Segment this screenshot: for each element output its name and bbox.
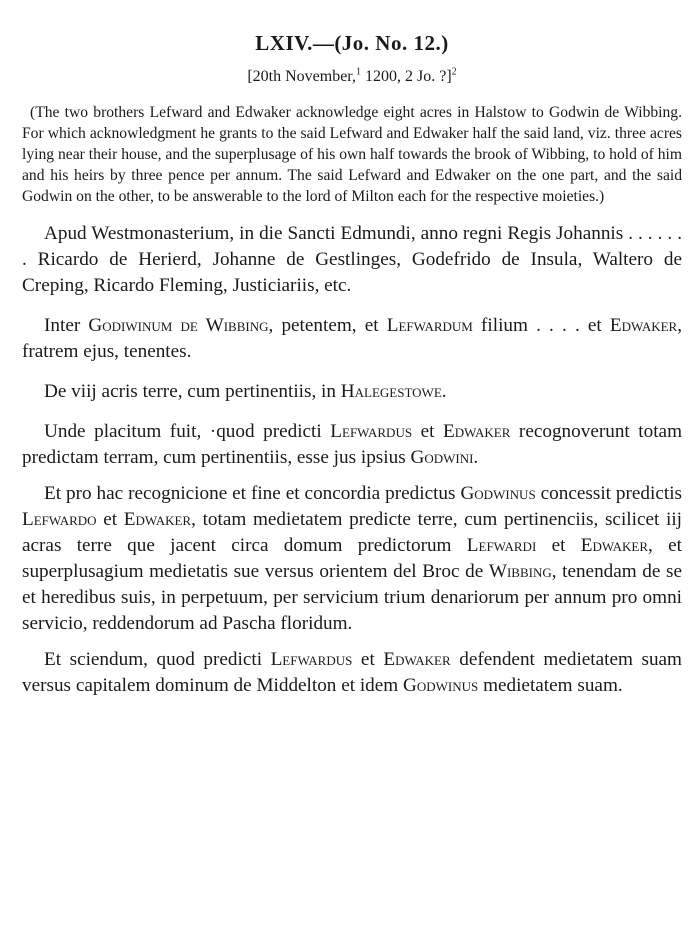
text: , totam medietatem predicte terre, cum pertinenciis, scilicet iij acras terre que jacent circa domum predictorum [22, 509, 682, 556]
name-lefwardum: Lefwardum [386, 315, 473, 336]
text: , tenendam de se et heredibus suis, in perpetuum, per servicium trium denariorum per annum pro omni servicio, reddendorum ad Pascha floridum. [22, 561, 682, 634]
text: , et superplusagium medietatis sue versus orientem del Broc de [22, 535, 682, 582]
name-godwini: Godwini [410, 447, 474, 468]
name-lefwardi: Lefwardi [466, 535, 537, 556]
text: et [96, 509, 124, 530]
text: filium . . . . et [472, 315, 610, 336]
text: De viij acris terre, cum pertinentiis, in [44, 381, 341, 402]
text: et [352, 649, 384, 670]
paragraph-de-viij [22, 379, 682, 405]
place-wibbing: Wibbing [488, 561, 552, 582]
text: . [441, 381, 447, 402]
text: concessit predictis [535, 483, 682, 504]
name-edwaker: Edwaker [123, 509, 192, 530]
text: , petentem, et [268, 315, 387, 336]
charter-date [22, 66, 682, 88]
paragraph-inter [22, 313, 682, 365]
date-open: [20th November, [247, 68, 356, 85]
text: Unde placitum fuit, ·quod predicti [44, 421, 331, 442]
name-edwaker: Edwaker [580, 535, 649, 556]
name-lefwardus: Lefwardus [270, 649, 353, 670]
name-edwaker: Edwaker [383, 649, 451, 670]
english-summary: (The two brothers Lefward and Edwaker acknowledge eight acres in Halstow to Godwin de Wibbing. For which acknowledgment he grants to the said Lefward and Edwaker half the said land, viz. three acres lying near their house, and the superplusage of his own half towards the brook of Wibbing, to hold of him and his heirs by three pence per annum. The said Lefward and Edwaker on the one part, and the said Godwin on the other, to be answerable to the lord of Milton each for the respective moieties.) [22, 104, 682, 205]
name-lefwardus: Lefwardus [330, 421, 413, 442]
charter-heading: LXIV.—(Jo. No. 12.) [255, 31, 449, 55]
date-mid: 1200, 2 Jo. ?] [361, 68, 452, 85]
name-godwinus: Godwinus [460, 483, 536, 504]
text: medietatem suam. [478, 675, 623, 696]
name-lefwardo: Lefwardo [22, 509, 97, 530]
name-edwaker: Edwaker [609, 315, 678, 336]
text: , fratrem ejus, tenentes. [22, 315, 683, 362]
footnote-mark-2: 2 [451, 66, 457, 78]
paragraph-unde [22, 419, 682, 471]
text: et [412, 421, 444, 442]
text: Inter [44, 315, 89, 336]
footnote-mark-1: 1 [356, 66, 361, 78]
paragraph-apud: Apud Westmonasterium, in die Sancti Edmundi, anno regni Regis Johannis . . . . . . . Ricardo de Herierd, Johanne de Gestlinges, Godefrido de Insula, Waltero de Creping, Ricardo Fleming, Justiciariis, etc. [22, 223, 682, 296]
text: defendent medietatem suam versus capitalem dominum de Middelton et idem [22, 649, 682, 696]
paragraph-et-pro [22, 481, 682, 637]
place-halegestowe: Halegestowe [340, 381, 442, 402]
name-godwinus: Godwinus [403, 675, 479, 696]
text: Et pro hac recognicione et fine et concordia predictus [44, 483, 461, 504]
text: et [536, 535, 581, 556]
name-godiwinum: Godiwinum de Wibbing [88, 315, 269, 336]
name-edwaker: Edwaker [443, 421, 511, 442]
text: . [473, 447, 479, 468]
paragraph-et-sciendum [22, 647, 682, 699]
text: Et sciendum, quod predicti [44, 649, 271, 670]
text: recognoverunt totam predictam terram, cum pertinentiis, esse jus ipsius [22, 421, 682, 468]
